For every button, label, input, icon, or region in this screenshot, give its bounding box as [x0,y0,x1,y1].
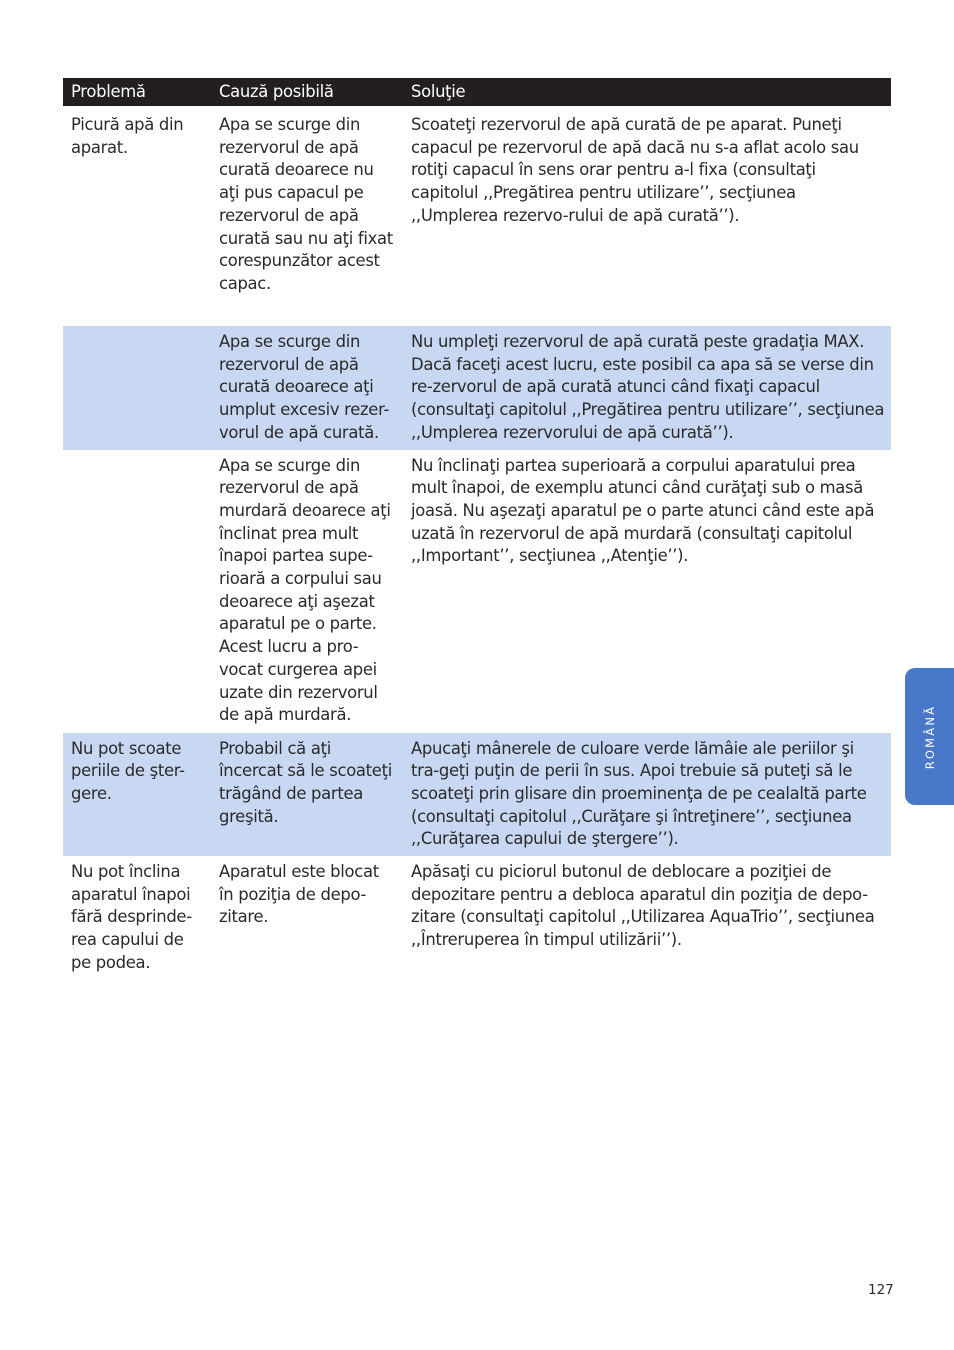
page-number: 127 [868,1282,894,1298]
solution-cell: Apucaţi mânerele de culoare verde lămâie ale periilor şi tra-geţi puţin de perii în sus. Apoi trebuie să puteţi să le scoateţi prin glisare din proeminenţa de pe cealaltă parte (consultaţi capitolul ,,Curăţare şi întreţinere’’, secţiunea ,,Curăţarea capului de ştergere’’). [403,733,891,857]
header-cause: Cauză posibilă [211,78,403,106]
cause-cell: Apa se scurge din rezervorul de apă curată deoarece nu aţi pus capacul pe rezervorul de apă curată sau nu aţi fixat corespunzător acest capac. [219,115,393,293]
table-row [63,856,891,980]
solution-cell: Scoateţi rezervorul de apă curată de pe aparat. Puneţi capacul pe rezervorul de apă dacă nu s-a aflat acolo sau rotiţi capacul în sens orar pentru a-l fixa (consultaţi capitolul ,,Pregătirea pentru utilizare’’, secţiunea ,,Umplerea rezervo-rului de apă curată’’). [411,115,859,225]
solution-cell: Nu umpleţi rezervorul de apă curată peste gradaţia MAX. Dacă faceţi acest lucru, este posibil ca apa să se verse din re-zervorul de apă curată atunci când fixaţi capacul (consultaţi capitolul ,,Pregătirea pentru utilizare’’, secţiunea ,,Umplerea rezervorului de apă curată’’). [403,326,891,450]
header-problem: Problemă [63,78,211,106]
cause-cell: Aparatul este blocat în poziţia de depo-zitare. [219,862,379,927]
table-row [63,106,891,326]
language-label: ROMÂNĂ [922,704,937,769]
problem-cell: Nu pot înclina aparatul înapoi fără desprinde-rea capului de pe podea. [71,862,192,972]
solution-cell: Nu înclinaţi partea superioară a corpului aparatului prea mult înapoi, de exemplu atunci când curăţaţi sub o masă joasă. Nu aşezaţi aparatul pe o parte atunci când este apă uzată în rezervorul de apă murdară (consultaţi capitolul ,,Important’’, secţiunea ,,Atenţie’’). [411,455,875,566]
cause-cell: Apa se scurge din rezervorul de apă curată deoarece aţi umplut excesiv rezer-vorul de apă curată. [211,326,403,450]
cause-cell: Apa se scurge din rezervorul de apă murdară deoarece aţi înclinat prea mult înapoi partea supe-rioară a corpului sau deoarece aţi aşezat aparatul pe o parte. Acest lucru a pro-vocat curgerea apei uzate din rezervorul de apă murdară. [219,455,391,725]
table-row [63,733,891,857]
language-side-tab [905,668,954,805]
cause-cell: Probabil că aţi încercat să le scoateţi trăgând de partea greşită. [211,733,403,857]
problem-cell [63,450,211,733]
table-header-row [63,78,891,106]
header-solution: Soluţie [403,78,891,106]
problem-cell: Nu pot scoate periile de şter-gere. [63,733,211,857]
table-row [63,450,891,733]
problem-cell: Picură apă din aparat. [71,115,184,157]
troubleshooting-table [63,78,891,980]
solution-cell: Apăsaţi cu piciorul butonul de deblocare a poziţiei de depozitare pentru a debloca aparatul din poziţia de depo-zitare (consultaţi capitolul ,,Utilizarea AquaTrio’’, secţiunea ,,Întreruperea în timpul utilizării’’). [411,862,875,950]
table-row [63,326,891,450]
problem-cell [63,326,211,450]
